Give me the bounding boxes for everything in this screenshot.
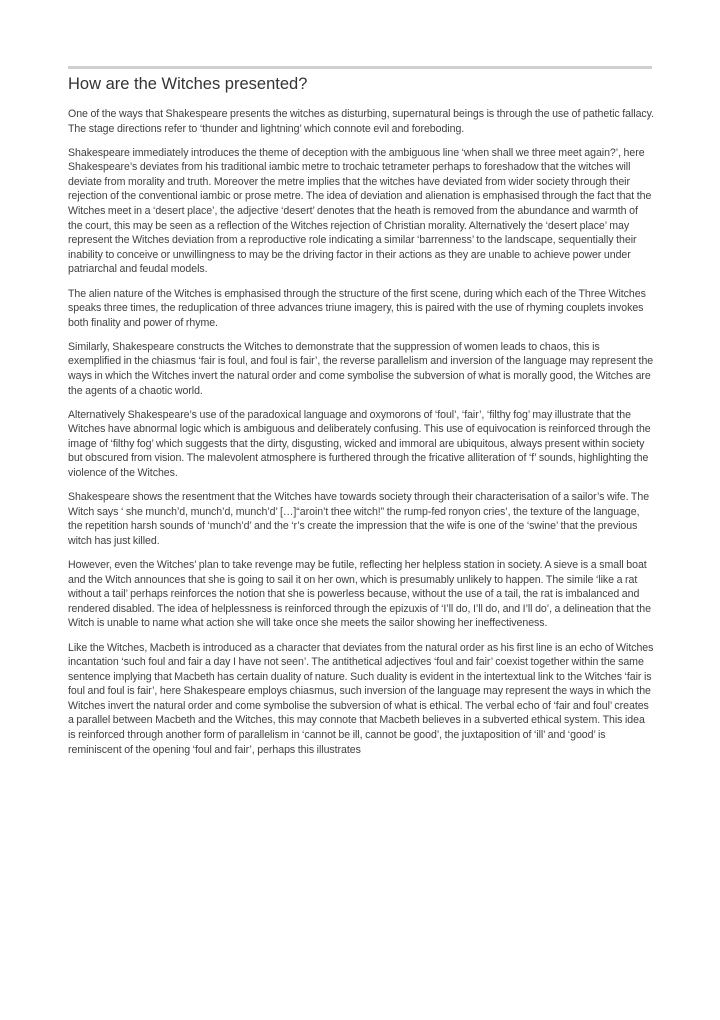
paragraph-futile-revenge: However, even the Witches’ plan to take revenge may be futile, reflecting her helpless station in society. A sieve is a small boat and the Witch announces that she is going to sail it on her own, which is presumably unlikely to happen. The simile ‘like a rat without a tail’ perhaps reinforces the notion that she is powerless because, without the use of a tail, the rat is imbalanced and rendered disabled. The idea of helplessness is reinforced through the epizuxis of ‘I’ll do, I’ll do, and I’ll do’, a delineation that the Witch is unable to name what action she will take once she meets the sailor showing her ineffectiveness. <box>68 559 651 630</box>
heading-rule-divider <box>68 66 652 69</box>
paragraph-alien-nature: The alien nature of the Witches is emphasised through the structure of the first scene, during which each of the Three Witches speaks three times, the reduplication of three advances triune imagery, this is paired with the use of rhyming couplets invokes both finality and power of rhyme. <box>68 287 646 329</box>
paragraph-chiasmus-chaos: Similarly, Shakespeare constructs the Witches to demonstrate that the suppression of women leads to chaos, this is exemplified in the chiasmus ‘fair is foul, and foul is fair’, the reverse parallelism and inversion of the language may represent the ways in which the Witches invert the natural order and come symbolise the subversion of what is morally good, the Witches are the agents of a chaotic world. <box>68 340 654 397</box>
paragraph-paradoxical-language: Alternatively Shakespeare’s use of the paradoxical language and oxymorons of ‘foul’, ‘fair’, ‘filthy fog’ may illustrate that the Witches have abnormal logic which is ambiguous and deliberately confusing. This use of equivocation is reinforced through the image of ‘filthy fog’ which suggests that the dirty, disgusting, wicked and immoral are ubiquitous, always present within society but obscured from vision. The malevolent atmosphere is furthered through the fricative alliteration of ‘f’ sounds, highlighting the violence of the Witches. <box>68 408 651 480</box>
document-page <box>68 66 654 767</box>
paragraph-sailors-wife: Shakespeare shows the resentment that the Witches have towards society through their characterisation of a sailor’s wife. The Witch says ‘ she munch’d, munch’d, munch’d’ […]“aroin’t thee witch!” the rump-fed ronyon cries’, the texture of the language, the repetition harsh sounds of ‘munch’d’ and the ‘r’s create the impression that the wife is one of the ‘swine’ that the previous witch has just killed. <box>68 491 650 547</box>
paragraph-deception-metre: Shakespeare immediately introduces the theme of deception with the ambiguous line ‘when shall we three meet again?’, here Shakespeare’s deviates from his traditional iambic metre to trochaic tetrameter perhaps to foreshadow that the witches will deviate from morality and truth. Moreover the metre implies that the witches have deviated from wider society through their rejection of the conventional iambic or prose metre. The idea of deviation and alienation is emphasised through the fact that the Witches meet in a ‘desert place’, the adjective ‘desert’ denotes that the heath is removed from the abundance and warmth of the court, this may be seen as a reflection of the Witches rejection of Christian morality. Alternatively the ‘desert place’ may represent the Witches deviation from a reproductive role indicating a similar ‘barrenness’ to the landscape, sequentially their inability to conceive or unwillingness to may be the driving factor in their actions as they are unable to achieve power under patriarchal and feudal models. <box>68 146 652 276</box>
paragraph-pathetic-fallacy: One of the ways that Shakespeare presents the witches as disturbing, supernatural beings is through the use of pathetic fallacy. The stage directions refer to ‘thunder and lightning’ which connote evil and foreboding. <box>68 108 655 135</box>
page-title: How are the Witches presented? <box>68 75 308 93</box>
paragraph-macbeth-duality: Like the Witches, Macbeth is introduced as a character that deviates from the natural order as his first line is an echo of Witches incantation ‘such foul and fair a day I have not seen’. The antithetical adjectives ‘foul and fair’ coexist together within the same sentence implying that Macbeth has certain duality of nature. Such duality is evident in the intertextual link to the Witches ‘fair is foul and foul is fair’, here Shakespeare employs chiasmus, such inversion of the language may represent the ways in which the Witches invert the natural order and come symbolise the subversion of what is ethical. The verbal echo of ‘fair and foul’ creates a parallel between Macbeth and the Witches, this may connote that Macbeth believes in a subverted ethical system. This idea is reinforced through another form of parallelism in ‘cannot be ill, cannot be good’, the juxtaposition of ‘ill’ and ‘good’ is reminiscent of the opening ‘foul and fair’, perhaps this illustrates <box>68 641 654 756</box>
